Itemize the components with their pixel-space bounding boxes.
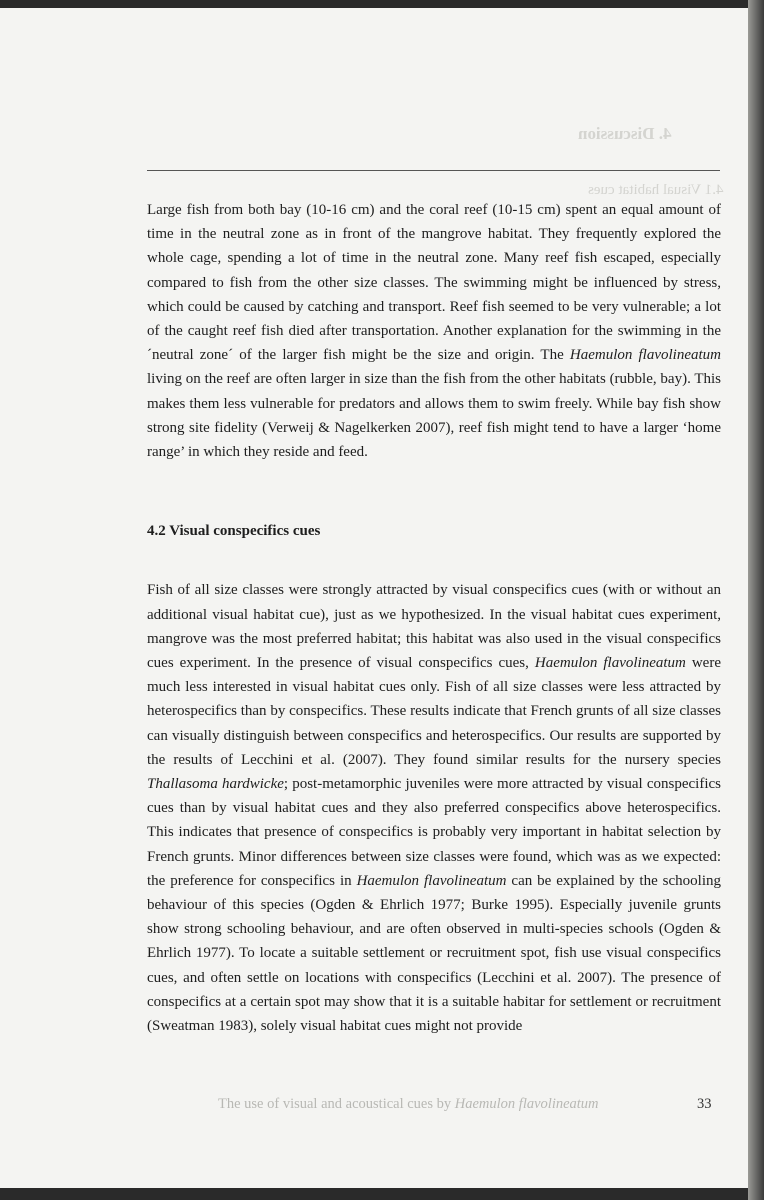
italic-term: Haemulon flavolineatum xyxy=(569,347,721,364)
page-edge xyxy=(748,0,764,1200)
text-run: living on the reef are often larger in size than the fish from the other habitats (rubble, bay). This makes them less vulnerable for predators and allows them to swim freely. While bay fish show strong site fidelity (Verweij & Nagelkerken 2007), reef fish might tend to have a larger ‘home range’ in which they reside and feed. xyxy=(147,371,721,461)
bleed-through-subheading: 4.1 Visual habitat cues xyxy=(588,182,724,198)
italic-term: Haemulon flavolineatum xyxy=(534,655,686,672)
page-number: 33 xyxy=(697,1096,712,1112)
running-title: The use of visual and acoustical cues by Haemulon flavolineatum xyxy=(218,1096,599,1112)
body-text xyxy=(147,198,721,1038)
italic-term: Haemulon flavolineatum xyxy=(356,872,507,889)
paragraph xyxy=(147,578,721,1038)
text-run: can be explained by the schooling behaviour of this species (Ogden & Ehrlich 1977; Burke 1995). Especially juvenile grunts show strong schooling behaviour, and are often observed in multi-species schools (Ogden & Ehrlich 1977). To locate a suitable settlement or recruitment spot, fish use visual conspecifics cues, and often settle on locations with conspecifics (Lecchini et al. 2007). The presence of conspecifics at a certain spot may show that it is a suitable habitar for settlement or recruitment (Sweatman 1983), solely visual habitat cues might not provide xyxy=(147,872,722,1035)
text-run: ; post-metamorphic juveniles were more attracted by visual conspecifics cues than by visual habitat cues and they also preferred conspecifics above heterospecifics. This indicates that presence of conspecifics is probably very important in habitat selection by French grunts. Minor differences between size classes were found, which was as we expected: the preference for conspecifics in xyxy=(147,776,721,889)
bleed-through-heading: 4. Discussion xyxy=(578,124,672,143)
text-run: Fish of all size classes were strongly attracted by visual conspecifics cues (with or without an additional visual habitat cue), just as we hypothesized. In the visual habitat cues experiment, mangrove was the most preferred habitat; this habitat was also used in the visual conspecifics cues experiment. In the presence of visual conspecifics cues, xyxy=(147,582,721,672)
text-run: Large fish from both bay (10-16 cm) and the coral reef (10-15 cm) spent an equal amount of time in the neutral zone as in front of the mangrove habitat. They frequently explored the whole cage, spending a lot of time in the neutral zone. Many reef fish escaped, especially compared to fish from the other size classes. The swimming might be influenced by stress, which could be caused by catching and transport. Reef fish seemed to be very vulnerable; a lot of the caught reef fish died after transportation. Another explanation for the swimming in the ´neutral zone´ of the larger fish might be the size and origin. The xyxy=(147,202,721,364)
paragraph xyxy=(147,198,721,464)
italic-term: Thallasoma hardwicke xyxy=(147,776,284,793)
header-rule xyxy=(147,170,720,171)
section-heading: 4.2 Visual conspecifics cues xyxy=(147,523,321,540)
text-run: were much less interested in visual habitat cues only. Fish of all size classes were less attracted by heterospecifics than by conspecifics. These results indicate that French grunts of all size classes can visually distinguish between conspecifics and heterospecifics. Our results are supported by the results of Lecchini et al. (2007). They found similar results for the nursery species xyxy=(147,655,721,768)
document-page xyxy=(0,8,752,1188)
